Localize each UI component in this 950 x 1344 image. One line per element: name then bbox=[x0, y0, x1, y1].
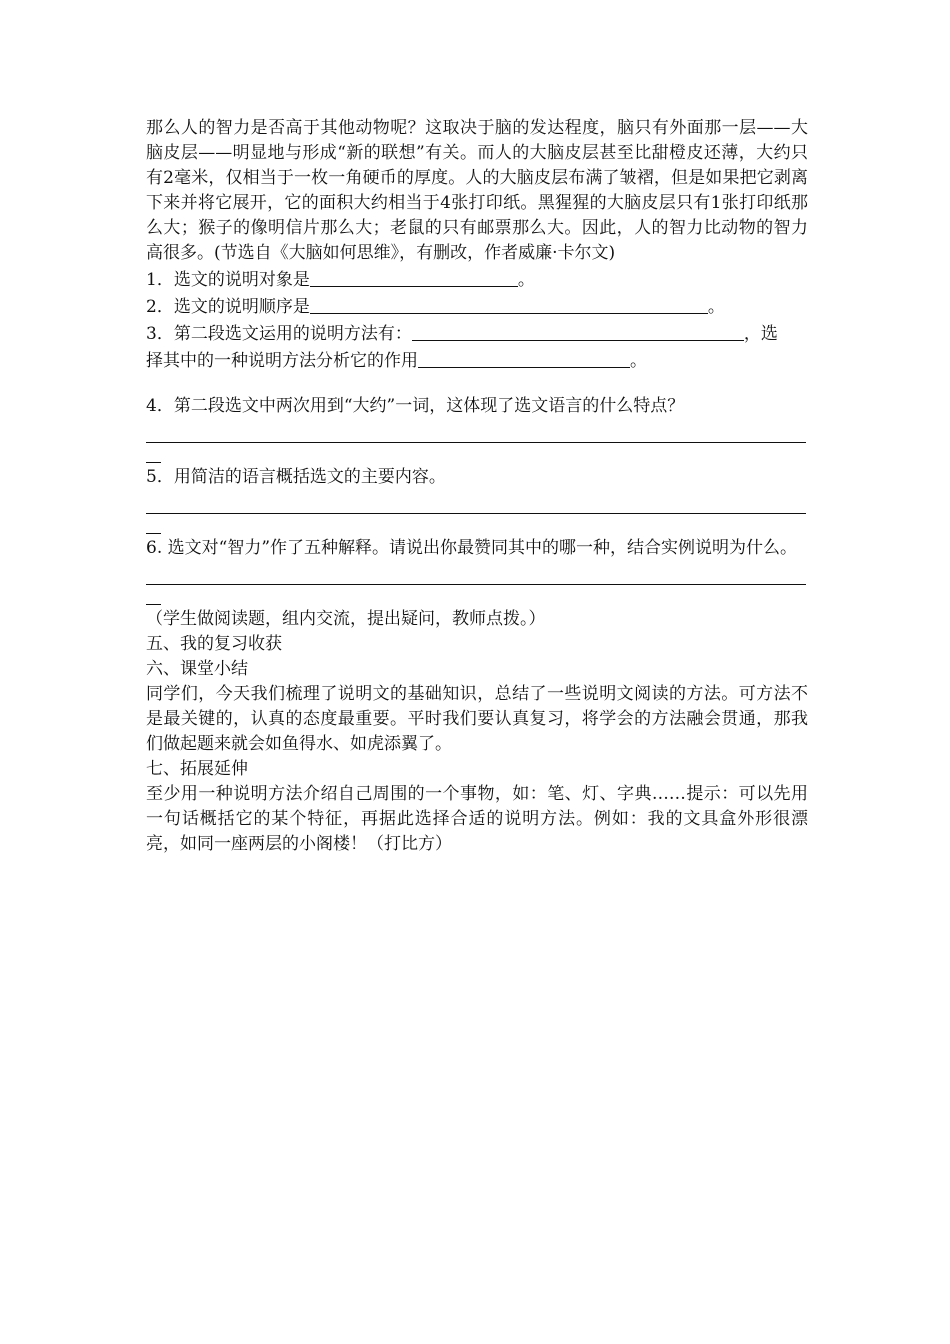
question-4-answer-line[interactable] bbox=[146, 423, 806, 443]
question-2-blank[interactable] bbox=[310, 295, 708, 314]
question-6-answer-tail bbox=[146, 585, 161, 605]
section-5-title: 五、我的复习收获 bbox=[146, 634, 282, 654]
question-5: 5．用简洁的语言概括选文的主要内容。 bbox=[146, 467, 446, 487]
passage-paragraph: 那么人的智力是否高于其他动物呢？这取决于脑的发达程度，脑只有外面那一层——大脑皮层——明显地与形成“新的联想”有关。而人的大脑皮层甚至比甜橙皮还薄，大约只有2毫米，仅相当于一枚一角硬币的厚度。人的大脑皮层布满了皱褶，但是如果把它剥离下来并将它展开，它的面积大约相当于4张打印纸。黑猩猩的大脑皮层只有1张打印纸那么大；猴子的像明信片那么大；老鼠的只有邮票那么大。因此，人的智力比动物的智力高很多。(节选自《大脑如何思维》，有删改，作者威廉·卡尔文) bbox=[146, 118, 808, 263]
section-6-title: 六、课堂小结 bbox=[146, 659, 248, 679]
activity-note: （学生做阅读题，组内交流，提出疑问，教师点拨。） bbox=[146, 609, 546, 629]
question-3-text: 3．第二段选文运用的说明方法有： bbox=[146, 324, 412, 344]
section-7-body: 至少用一种说明方法介绍自己周围的一个事物，如：笔、灯、字典……提示：可以先用一句话概括它的某个特征，再据此选择合适的说明方法。例如：我的文具盒外形很漂亮，如同一座两层的小阁楼！（打比方） bbox=[146, 784, 808, 854]
question-6-answer-line[interactable] bbox=[146, 565, 806, 585]
question-6: 6. 选文对“智力”作了五种解释。请说出你最赞同其中的哪一种，结合实例说明为什么。 bbox=[146, 538, 798, 558]
question-1 bbox=[146, 266, 808, 293]
question-3-blank-1[interactable] bbox=[412, 322, 744, 341]
question-2 bbox=[146, 293, 808, 320]
question-1-text: 1．选文的说明对象是 bbox=[146, 270, 310, 290]
question-3-mid: ，选 bbox=[743, 324, 778, 344]
question-2-text: 2．选文的说明顺序是 bbox=[146, 297, 310, 317]
section-7-title: 七、拓展延伸 bbox=[146, 759, 248, 779]
question-4-answer-tail bbox=[146, 443, 161, 463]
question-3-line-2-text: 择其中的一种说明方法分析它的作用 bbox=[146, 351, 418, 371]
question-3-blank-2[interactable] bbox=[418, 349, 630, 368]
question-3-end: 。 bbox=[630, 351, 647, 371]
spacer bbox=[146, 374, 808, 394]
question-5-answer-tail bbox=[146, 514, 161, 534]
question-4: 4．第二段选文中两次用到“大约”一词，这体现了选文语言的什么特点？ bbox=[146, 396, 685, 416]
document-page bbox=[146, 116, 808, 857]
section-6-body: 同学们，今天我们梳理了说明文的基础知识，总结了一些说明文阅读的方法。可方法不是最关键的，认真的态度最重要。平时我们要认真复习，将学会的方法融会贯通，那我们做起题来就会如鱼得水、如虎添翼了。 bbox=[146, 684, 808, 754]
question-3 bbox=[146, 320, 808, 347]
question-3-line-2 bbox=[146, 347, 808, 374]
question-1-blank[interactable] bbox=[310, 268, 518, 287]
question-1-end: 。 bbox=[517, 270, 535, 290]
question-5-answer-line[interactable] bbox=[146, 494, 806, 514]
question-2-end: 。 bbox=[707, 297, 725, 317]
